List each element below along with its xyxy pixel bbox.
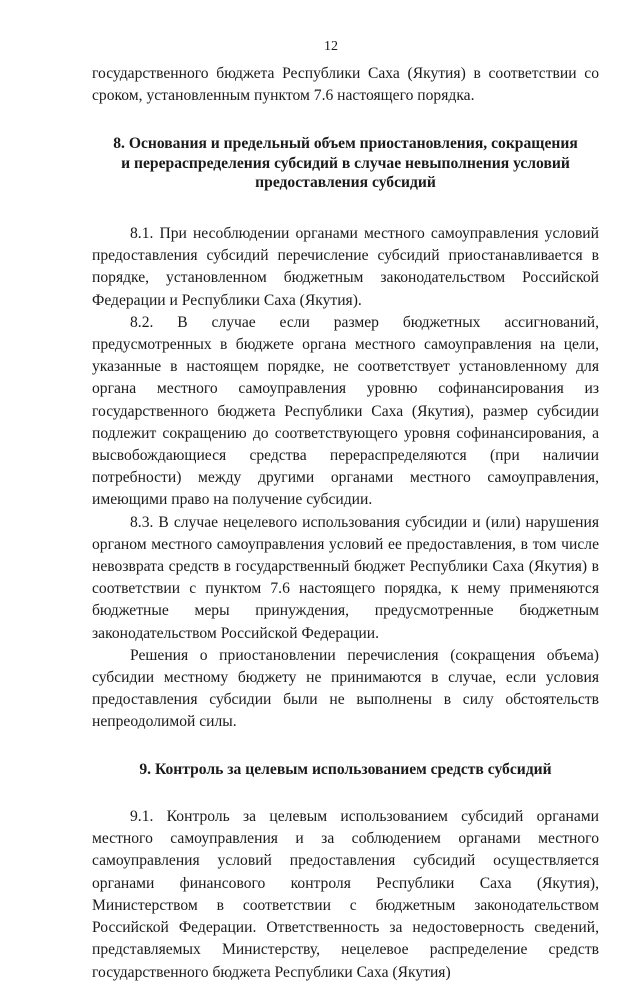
paragraph-8-1: 8.1. При несоблюдении органами местного самоуправления условий предоставления субсидий перечисление субсидий приостанавливается в порядке, установленном бюджетным законодательством Российской Федерации и Республики Саха (Якутия).: [92, 224, 599, 309]
paragraph-8-4: Решения о приостановлении перечисления (сокращения объема) субсидии местному бюджету не принимаются в случае, если условия предоставления субсидии были не выполнены в силу обстоятельств непреодолимой силы.: [92, 646, 599, 731]
section-8-heading-line-2: и перераспределения субсидий в случае невыполнения условий: [121, 154, 570, 172]
intro-paragraph: государственного бюджета Республики Саха (Якутия) в соответствии со сроком, установленным пунктом 7.6 настоящего порядка.: [92, 65, 599, 105]
page-number: 12: [324, 39, 338, 54]
paragraph-8-3: 8.3. В случае нецелевого использования субсидии и (или) нарушения органом местного самоуправления условий ее предоставления, в том числе невозврата средств в государственный бюджет Республики Саха (Якутия) в соответствии с пунктом 7.6 настоящего порядка, к нему применяются бюджетные меры принуждения, предусмотренные бюджетным законодательством Российской Федерации.: [92, 513, 599, 642]
paragraph-9-1: 9.1. Контроль за целевым использованием субсидий органами местного самоуправления и за соблюдением органами местного самоуправления условий предоставления субсидий осуществляется органами финансового контроля Республики Саха (Якутия), Министерством в соответствии с бюджетным законодательством Российской Федерации. Ответственность за недостоверность сведений, представляемых Министерству, нецелевое распределение средств государственного бюджета Республики Саха (Якутия): [92, 808, 599, 981]
section-8-heading-line-1: 8. Основания и предельный объем приостановления, сокращения: [113, 135, 578, 153]
section-8-heading-line-3: предоставления субсидий: [255, 174, 436, 192]
document-body: [92, 63, 599, 984]
section-9-heading: 9. Контроль за целевым использованием средств субсидий: [139, 760, 552, 778]
paragraph-8-2: 8.2. В случае если размер бюджетных ассигнований, предусмотренных в бюджете органа местного самоуправления на цели, указанные в настоящем порядке, не соответствует установленному для органа местного самоуправления уровню софинансирования из государственного бюджета Республики Саха (Якутия), размер субсидии подлежит сокращению до соответствующего уровня софинансирования, а высвобождающиеся средства перераспределяются (при наличии потребности) между другими органами местного самоуправления, имеющими право на получение субсидии.: [92, 313, 599, 509]
section-8-heading: [92, 134, 599, 193]
